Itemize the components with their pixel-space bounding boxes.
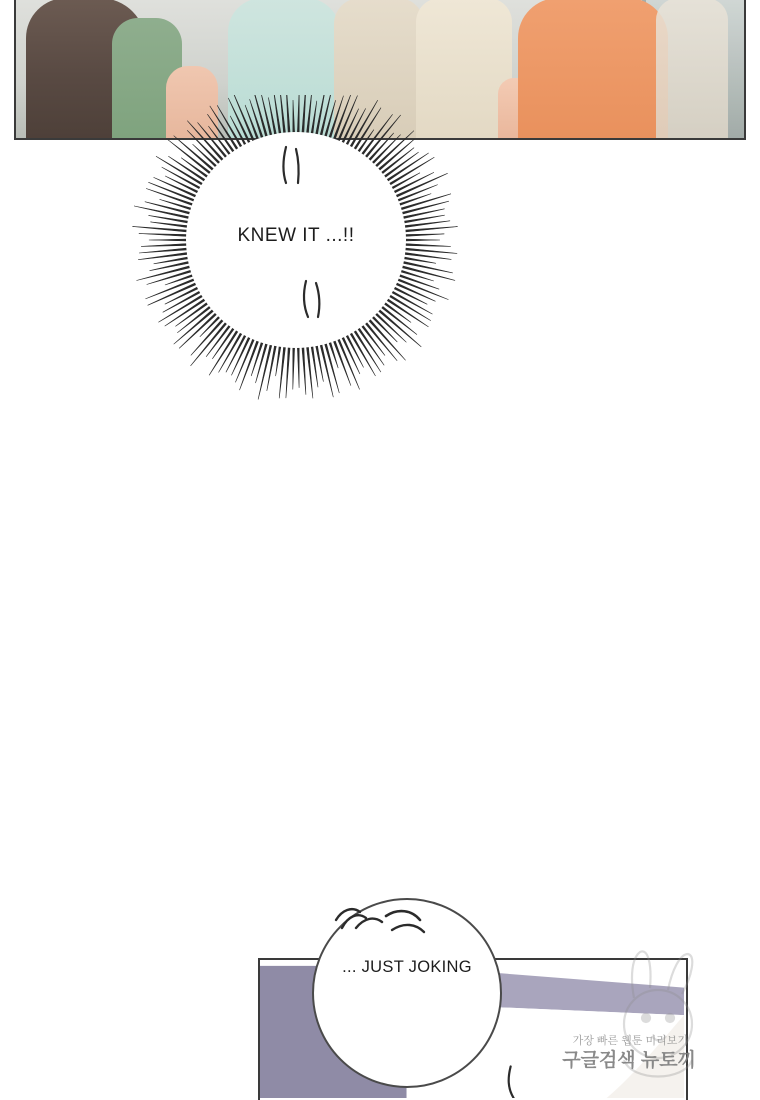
joking-bubble xyxy=(312,898,506,1092)
shout-bubble-text: KNEW IT ...!! xyxy=(237,225,355,246)
joking-bubble-text: ... JUST JOKING xyxy=(342,958,472,976)
watermark-line-1: 가장 빠른 웹툰 미리보기 xyxy=(572,1035,688,1047)
angry-eyebrows-icon xyxy=(312,898,506,1092)
burst-bubble-shape xyxy=(100,95,492,435)
shout-bubble xyxy=(100,95,492,435)
figure-right-pale xyxy=(656,0,728,138)
watermark-line-2: 구글검색 뉴토끼 xyxy=(562,1050,696,1071)
figure-orange-sweater xyxy=(518,0,668,138)
